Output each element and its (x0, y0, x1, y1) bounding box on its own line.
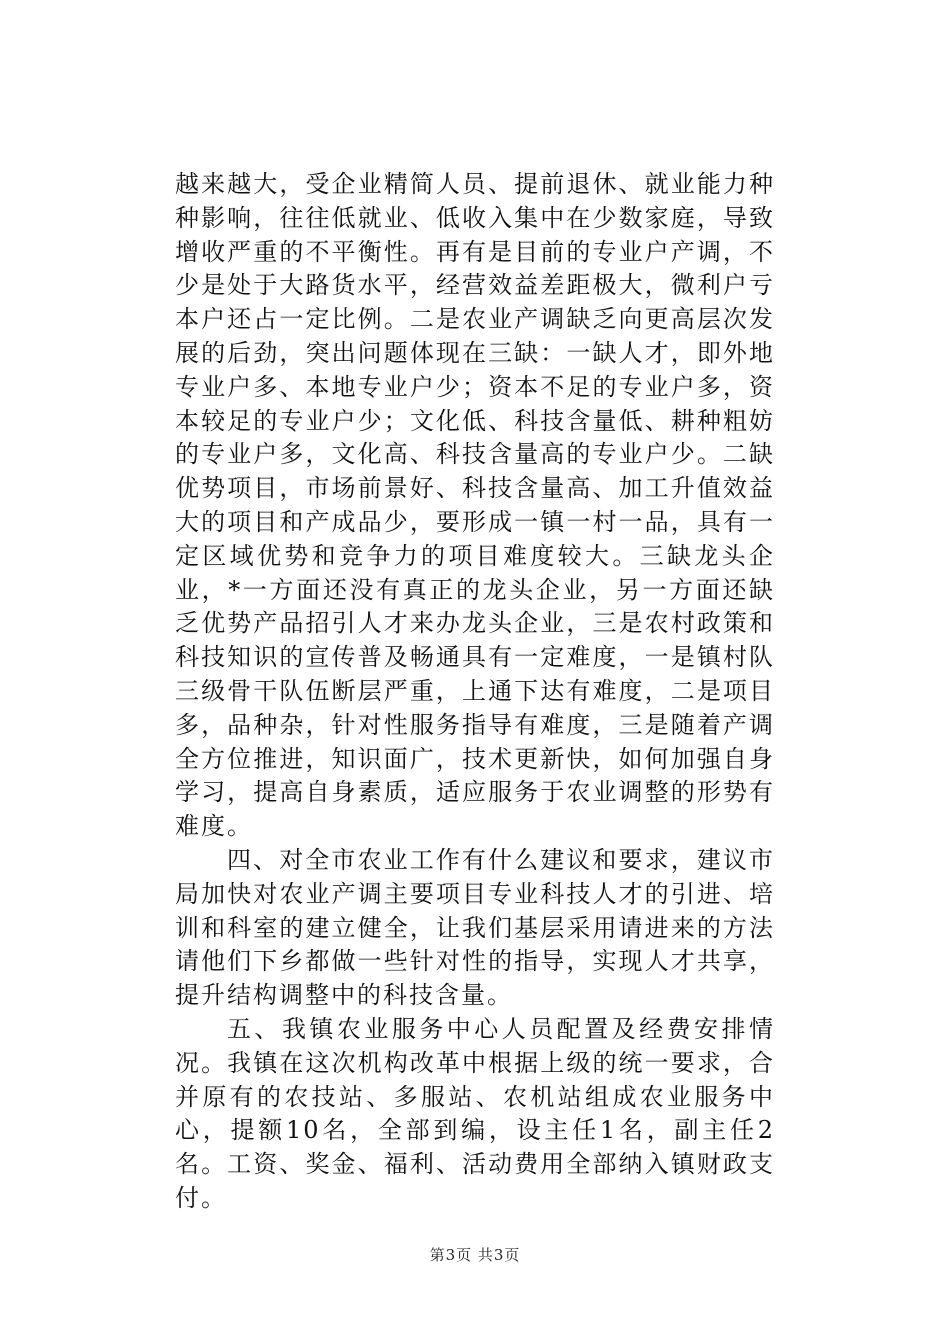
paragraph-continuation: 越来越大，受企业精简人员、提前退休、就业能力种种影响，往往低就业、低收入集中在少数家庭，导致增收严重的不平衡性。再有是目前的专业户产调，不少是处于大路货水平，经营效益差距极大，微利户亏本户还占一定比例。二是农业产调缺乏向更高层次发展的后劲，突出问题体现在三缺：一缺人才，即外地专业户多、本地专业户少；资本不足的专业户多，资本较足的专业户少；文化低、科技含量低、耕种粗妨的专业户多，文化高、科技含量高的专业户少。二缺优势项目，市场前景好、科技含量高、加工升值效益大的项目和产成品少，要形成一镇一村一品，具有一定区域优势和竞争力的项目难度较大。三缺龙头企业，*一方面还没有真正的龙头企业，另一方面还缺乏优势产品招引人才来办龙头企业，三是农村政策和科技知识的宣传普及畅通具有一定难度，一是镇村队三级骨干队伍断层严重，上通下达有难度，二是项目多，品种杂，针对性服务指导有难度，三是随着产调全方位推进，知识面广，技术更新快，如何加强自身学习，提高自身素质，适应服务于农业调整的形势有难度。 (175, 170, 775, 841)
paragraph-section-four: 四、对全市农业工作有什么建议和要求，建议市局加快对农业产调主要项目专业科技人才的引进、培训和科室的建立健全，让我们基层采用请进来的方法请他们下乡都做一些针对性的指导，实现人才共享，提升结构调整中的科技含量。 (175, 845, 775, 1010)
document-body (175, 168, 775, 1216)
paragraph-section-five: 五、我镇农业服务中心人员配置及经费安排情况。我镇在这次机构改革中根据上级的统一要求，合并原有的农技站、多服站、农机站组成农业服务中心，提额10名，全部到编，设主任1名，副主任2名。工资、奖金、福利、活动费用全部纳入镇财政支付。 (175, 1014, 775, 1212)
page-footer (0, 1245, 950, 1265)
page-number-label: 第3页 共3页 (429, 1246, 521, 1264)
